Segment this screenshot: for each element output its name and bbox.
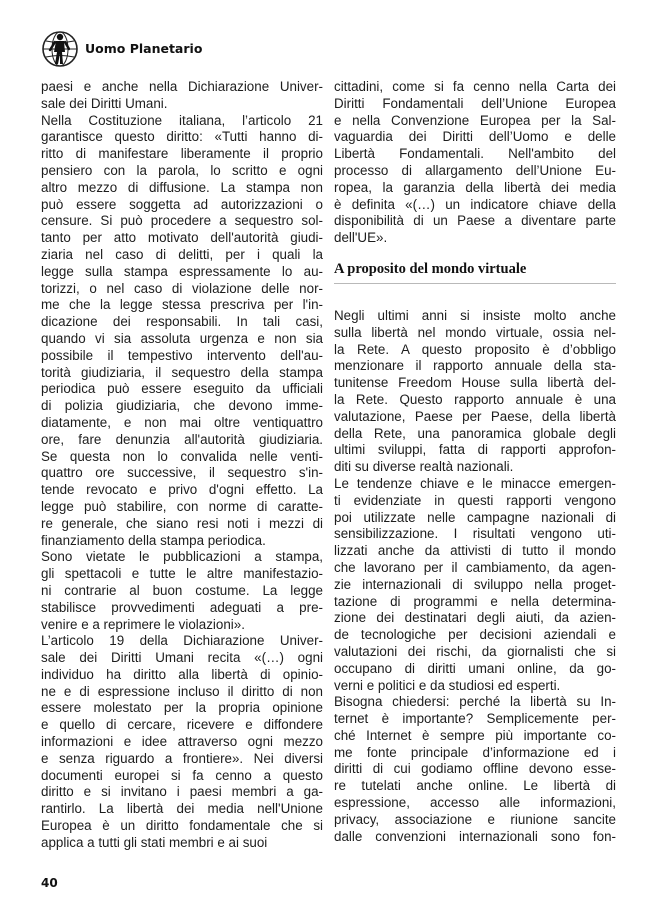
text-line: me fonte principale d’informazione ed i — [334, 744, 616, 760]
text-line: individuo ha diritto alla libertà di opinio- — [41, 666, 323, 682]
text-line: Nella Costituzione italiana, l’articolo 21 — [41, 112, 323, 128]
text-line: e nella Convenzione Europea per la Sal- — [334, 112, 616, 128]
text-line: menzionare il rapporto annuale della sta- — [334, 358, 616, 374]
text-line: torizzi, o nel caso di violazione delle nor- — [41, 280, 323, 296]
text-line: legge sulla stampa espressamente lo au- — [41, 263, 323, 279]
text-line: ché Internet è sempre più importante co- — [334, 727, 616, 743]
text-line: ultimi sviluppi, fatta di rapporti approfon- — [334, 442, 616, 458]
text-line: diti su diverse realtà nazionali. — [334, 459, 514, 475]
text-line: di polizia giudiziaria, che devono imme- — [41, 398, 323, 414]
text-line: dicazione dei responsabili. In tali casi, — [41, 314, 323, 330]
text-line: sale dei Diritti Umani. — [41, 95, 168, 111]
text-line: zie internazionali di sviluppo nella proget- — [334, 576, 616, 592]
text-line: informazioni e idee attraverso ogni mezzo — [41, 734, 323, 750]
text-line: altro mezzo di diffusione. La stampa non — [41, 179, 323, 195]
text-line: è definita «(…) un indicatore chiave della — [334, 196, 616, 212]
text-line: sensibilizzazione. I risultati vengono uti- — [334, 526, 616, 542]
text-line: de tecnologiche per decisioni aziendali e — [334, 627, 616, 643]
text-line: lizzati anche da attivisti di tutto il mondo — [334, 543, 616, 559]
series-title: Uomo Planetario — [85, 41, 203, 56]
text-line: possibile il tempestivo intervento dell'au- — [41, 347, 323, 363]
text-line: dalle convenzioni internazionali sono fon- — [334, 828, 616, 844]
text-line: quando vi sia assoluta urgenza e non sia — [41, 330, 323, 346]
text-line: diatamente, e non mai oltre ventiquattro — [41, 414, 323, 430]
text-line: Bisogna chiedersi: perché la libertà su In- — [334, 694, 616, 710]
text-line: torità giudiziaria, il sequestro della stampa — [41, 364, 323, 380]
text-line: e senza riguardo a frontiere». Nei diversi — [41, 750, 323, 766]
text-line: censure. Si può procedere a sequestro sol- — [41, 213, 323, 229]
text-line: Diritti Fondamentali dell’Unione Europea — [334, 95, 616, 111]
text-line: Se questa non lo convalida nelle venti- — [41, 448, 323, 464]
text-line: ore, fare denunzia all'autorità giudiziaria. — [41, 431, 323, 447]
text-line: tanto per atto motivato dell'autorità giudi- — [41, 230, 323, 246]
text-line: ti evidenziate in questi rapporti vengono — [334, 492, 616, 508]
text-line: periodica può essere eseguito da ufficiali — [41, 381, 323, 397]
text-line: stabilisce provvedimenti adeguati a pre- — [41, 599, 323, 615]
text-line: essere molestato per la propria opinione — [41, 700, 323, 716]
text-line: pensiero con la parola, lo scritto e ogni — [41, 162, 323, 178]
text-line: re generale, che siano resi noti i mezzi di — [41, 515, 323, 531]
text-line: la Rete. A questo proposito è d’obbligo — [334, 341, 616, 357]
text-line: della Rete, una panoramica globale degli — [334, 425, 616, 441]
text-line: ropea, la garanzia della libertà dei media — [334, 179, 616, 195]
left-column — [41, 79, 323, 852]
text-line: gli spettacoli e tutte le altre manifestazio- — [41, 566, 323, 582]
text-line: sulla libertà nel mondo virtuale, ossia nel- — [334, 324, 616, 340]
text-line: re tutelati anche online. Le libertà di — [334, 778, 616, 794]
globe-walking-man-icon — [41, 30, 79, 68]
right-column — [334, 79, 616, 845]
text-line: ritto di manifestare liberamente il proprio — [41, 146, 323, 162]
section-heading: A proposito del mondo virtuale — [334, 257, 616, 284]
text-line: occupano di diritti umani online, da go- — [334, 660, 616, 676]
text-line: ne e di espressione incluso il diritto di non — [41, 683, 323, 699]
text-line: espressione, accesso alle informazioni, — [334, 795, 616, 811]
text-line: tazione di programmi e nella determina- — [334, 593, 616, 609]
text-line: dell'UE». — [334, 230, 388, 246]
text-line: zione dei destinatari degli aiuti, da azien- — [334, 610, 616, 626]
text-line: che lavorano per il cambiamento, da agen- — [334, 559, 616, 575]
text-line: documenti europei si fa cenno a questo — [41, 767, 323, 783]
text-line: processo di allargamento dell’Unione Eu- — [334, 162, 616, 178]
text-line: diritti di cui godiamo offline devono esse- — [334, 761, 616, 777]
text-line: vaguardia dei Diritti dell’Uomo e delle — [334, 129, 616, 145]
text-line: ni contrarie al buon costume. La legge — [41, 582, 323, 598]
text-line: Libertà Fondamentali. Nell'ambito del — [334, 146, 616, 162]
text-line: valutazioni dei rischi, da giornalisti che si — [334, 643, 616, 659]
text-line: Europea è un diritto fondamentale che si — [41, 818, 323, 834]
text-line: diritto e si invitano i paesi membri a ga- — [41, 784, 323, 800]
text-line: sale dei Diritti Umani recita «(…) ogni — [41, 650, 323, 666]
page-number: 40 — [41, 876, 58, 890]
text-line: paesi e anche nella Dichiarazione Univer- — [41, 79, 323, 94]
text-line: quattro ore successive, il sequestro s'in- — [41, 465, 323, 481]
text-line: me che la legge stessa prescriva per l'in- — [41, 297, 323, 313]
text-line: e quello di cercare, ricevere e diffondere — [41, 717, 323, 733]
text-line: può essere soggetta ad autorizzazioni o — [41, 196, 323, 212]
text-line: finanziamento della stampa periodica. — [41, 532, 266, 548]
text-line: disponibilità di un Paese a diventare parte — [334, 213, 616, 229]
text-line: Negli ultimi anni si insiste molto anche — [334, 307, 616, 323]
text-line: verni e politici e da studiosi ed esperti. — [334, 677, 561, 693]
text-line: rantirlo. La libertà dei media nell'Unione — [41, 801, 323, 817]
text-line: tende revocato e privo d'ogni effetto. La — [41, 482, 323, 498]
right-column-top-text — [334, 79, 616, 247]
text-line: la Rete. Questo rapporto annuale è una — [334, 391, 616, 407]
text-line: cittadini, come si fa cenno nella Carta dei — [334, 79, 616, 94]
text-line: privacy, associazione e riunione sancite — [334, 811, 616, 827]
text-line: ziaria nel caso di delitti, per i quali la — [41, 246, 323, 262]
text-line: valutazione, Paese per Paese, della libertà — [334, 408, 616, 424]
text-line: tunitense Freedom House sulla libertà del- — [334, 375, 616, 391]
text-line: applica a tutti gli stati membri e ai suoi — [41, 834, 268, 850]
text-line: Sono vietate le pubblicazioni a stampa, — [41, 549, 323, 565]
text-line: ternet è importante? Semplicemente per- — [334, 711, 616, 727]
text-line: L’articolo 19 della Dichiarazione Univer- — [41, 633, 323, 649]
text-line: Le tendenze chiave e le minacce emergen- — [334, 475, 616, 491]
text-line: poi utilizzate nelle campagne nazionali di — [334, 509, 616, 525]
text-line: legge può stabilire, con norme di caratte- — [41, 498, 323, 514]
right-column-bottom-text — [334, 308, 616, 846]
text-line: garantisce questo diritto: «Tutti hanno di- — [41, 129, 323, 145]
text-line: venire e a reprimere le violazioni». — [41, 616, 245, 632]
